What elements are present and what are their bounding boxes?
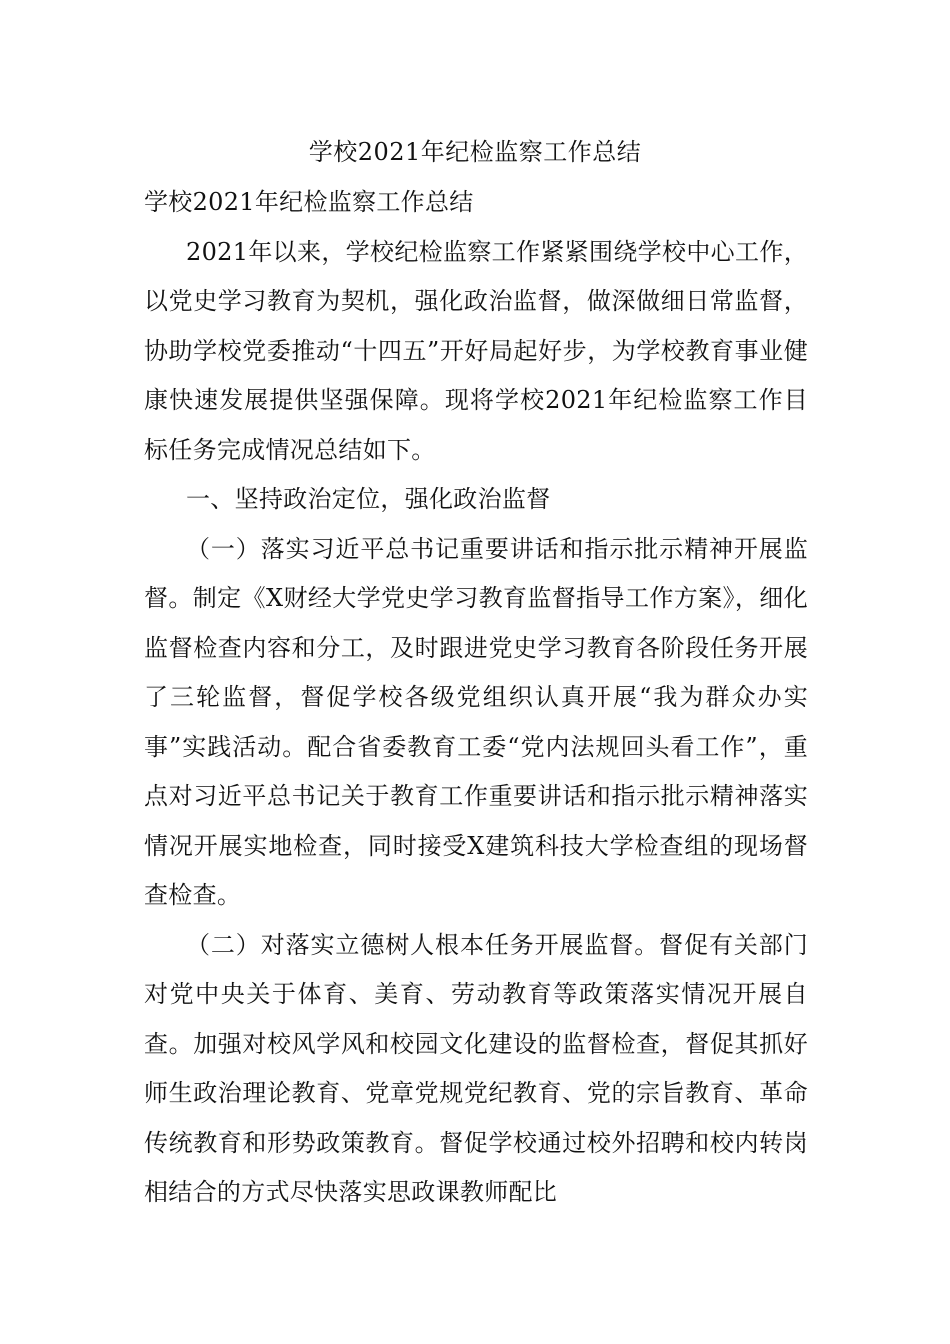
paragraph-intro: 2021年以来，学校纪检监察工作紧紧围绕学校中心工作，以党史学习教育为契机，强化政治监督，做深做细日常监督，协助学校党委推动“十四五”开好局起好步，为学校教育事业健康快速发展提供坚强保障。现将学校2021年纪检监察工作目标任务完成情况总结如下。 bbox=[144, 237, 808, 464]
section-heading-1: 一、坚持政治定位，强化政治监督 bbox=[186, 485, 551, 513]
document-subtitle: 学校2021年纪检监察工作总结 bbox=[144, 188, 474, 216]
document-title: 学校2021年纪检监察工作总结 bbox=[308, 138, 642, 166]
document-body bbox=[144, 178, 808, 1218]
paragraph-subsection-2: （二）对落实立德树人根本任务开展监督。督促有关部门对党中央关于体育、美育、劳动教育等政策落实情况开展自查。加强对校风学风和校园文化建设的监督检查，督促其抓好师生政治理论教育、党章党规党纪教育、党的宗旨教育、革命传统教育和形势政策教育。督促学校通过校外招聘和校内转岗相结合的方式尽快落实思政课教师配比 bbox=[144, 930, 808, 1206]
paragraph-subsection-1: （一）落实习近平总书记重要讲话和指示批示精神开展监督。制定《X财经大学党史学习教育监督指导工作方案》，细化监督检查内容和分工，及时跟进党史学习教育各阶段任务开展了三轮监督，督促学校各级党组织认真开展“我为群众办实事”实践活动。配合省委教育工委“党内法规回头看工作”，重点对习近平总书记关于教育工作重要讲话和指示批示精神落实情况开展实地检查，同时接受X建筑科技大学检查组的现场督查检查。 bbox=[144, 534, 808, 909]
